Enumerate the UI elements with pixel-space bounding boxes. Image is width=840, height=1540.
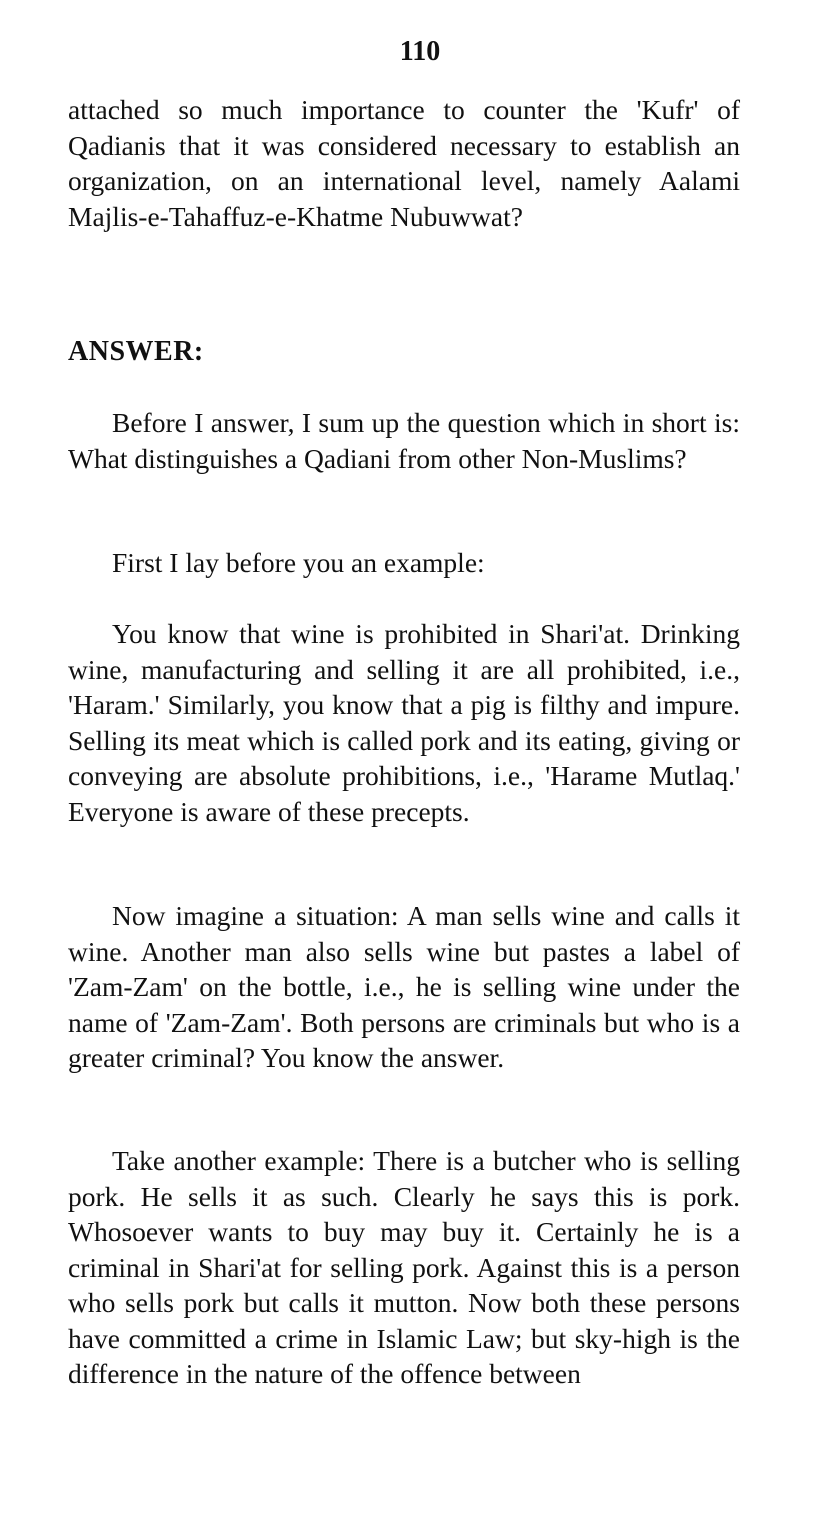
paragraph-example-intro: First I lay before you an example: — [112, 547, 485, 578]
page-number: 110 — [399, 36, 441, 67]
paragraph-zam-zam: Now imagine a situation: A man sells wine and calls it wine. Another man also sells wine but pastes a label of 'Zam-Zam' on the bottle, i.e., he is selling wine under the name of 'Zam-Zam'. Both persons are criminals but who is a greater criminal? You know the answer. — [68, 900, 740, 1073]
continuation-paragraph: attached so much importance to counter the 'Kufr' of Qadianis that it was considered necessary to establish an organization, on an international level, namely Aalami Majlis-e-Tahaffuz-e-Khatme Nubuwwat? — [68, 94, 740, 232]
paragraph-butcher: Take another example: There is a butcher who is selling pork. He sells it as such. Clearly he says this is pork. Whosoever wants to buy may buy it. Certainly he is a criminal in Shari'at for selling pork. Against this is a person who sells pork but calls it mutton. Now both these persons have committed a crime in Islamic Law; but sky-high is the difference in the nature of the offence between — [68, 1145, 740, 1389]
paragraph-question-summary: Before I answer, I sum up the question which in short is: What distinguishes a Qadiani from other Non-Muslims? — [68, 407, 740, 474]
answer-heading: ANSWER: — [68, 336, 204, 367]
paragraph-wine-pork: You know that wine is prohibited in Shari'at. Drinking wine, manufacturing and selling it are all prohibited, i.e., 'Haram.' Similarly, you know that a pig is filthy and impure. Selling its meat which is called pork and its eating, giving or conveying are absolute prohibitions, i.e., 'Harame Mutlaq.' Everyone is aware of these precepts. — [68, 618, 740, 827]
